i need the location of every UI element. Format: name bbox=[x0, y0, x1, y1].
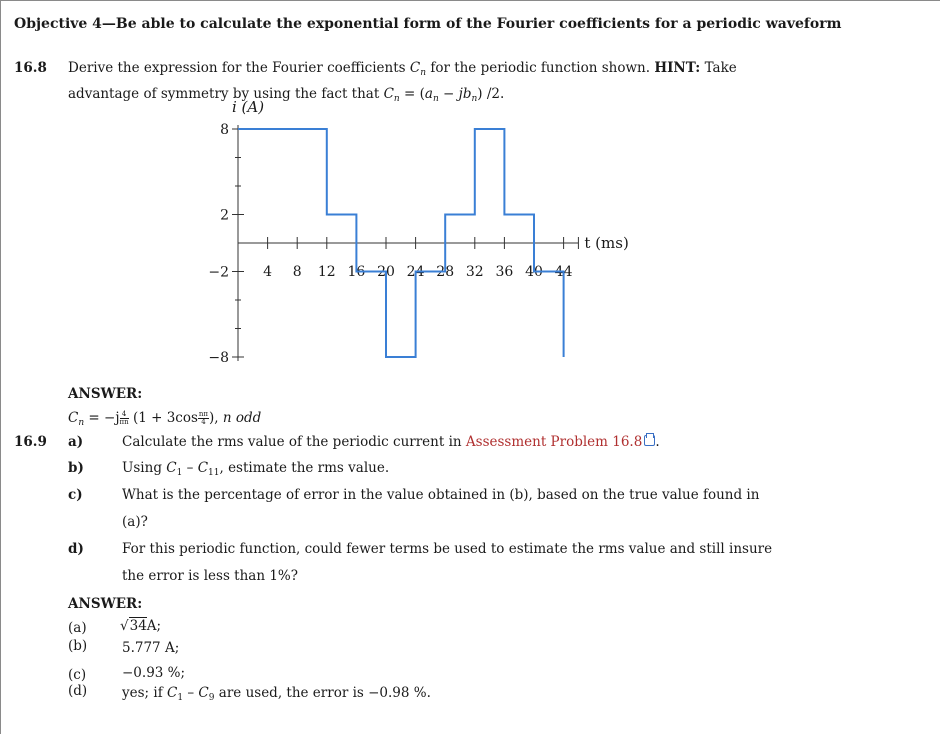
part-b-text bbox=[122, 460, 389, 478]
coef-symbol: C bbox=[197, 460, 209, 476]
fraction-den: πn bbox=[119, 418, 129, 426]
y-tick-label: −2 bbox=[208, 264, 229, 281]
a-symbol: a bbox=[424, 86, 433, 102]
part-d-label: d) bbox=[68, 541, 84, 557]
answer-16-8-formula bbox=[68, 410, 261, 428]
cos-fraction bbox=[198, 411, 209, 426]
part-c-text-2: (a)? bbox=[122, 514, 148, 530]
fraction-den: 4 bbox=[201, 418, 206, 426]
answer-a-label: (a) bbox=[68, 620, 87, 636]
text: n odd bbox=[218, 410, 262, 426]
y-tick-label: 8 bbox=[220, 122, 229, 138]
x-tick-label: 40 bbox=[525, 264, 543, 280]
text: Take bbox=[700, 60, 737, 76]
jb-subscript: n bbox=[471, 94, 478, 104]
sqrt-value: 34 bbox=[129, 618, 147, 634]
answer-c-label: (c) bbox=[68, 667, 87, 683]
coef-subscript: 9 bbox=[208, 693, 215, 703]
part-a-text bbox=[122, 434, 660, 450]
y-axis-label: i (A) bbox=[231, 98, 265, 116]
x-tick-label: 32 bbox=[465, 264, 484, 280]
text: (1 + 3cos bbox=[132, 410, 198, 426]
x-tick-label: 44 bbox=[554, 264, 573, 280]
text: Using bbox=[122, 460, 167, 476]
part-a-label: a) bbox=[68, 434, 84, 450]
problem-16-9-number: 16.9 bbox=[14, 434, 47, 450]
objective-heading: Objective 4—Be able to calculate the exponential form of the Fourier coefficients for a periodic waveform bbox=[14, 16, 842, 32]
x-axis-label: t (ms) bbox=[584, 234, 629, 252]
coef-subscript: 1 bbox=[177, 693, 184, 703]
a-subscript: n bbox=[432, 94, 439, 104]
coef-subscript: n bbox=[420, 68, 427, 78]
x-tick-label: 12 bbox=[317, 264, 336, 280]
coef-symbol: C bbox=[198, 685, 209, 701]
coef-symbol: C bbox=[383, 86, 394, 102]
text: are used, the error is −0.98 %. bbox=[214, 685, 431, 701]
answer-b-value: 5.777 A; bbox=[122, 640, 180, 656]
x-tick-label: 8 bbox=[292, 264, 302, 280]
text: . bbox=[655, 434, 660, 450]
assessment-link[interactable]: Assessment Problem 16.8 bbox=[465, 434, 643, 450]
text: ), bbox=[209, 410, 219, 426]
coef-symbol: C bbox=[409, 60, 421, 76]
x-tick-label: 4 bbox=[263, 264, 273, 280]
x-tick-label: 20 bbox=[377, 264, 395, 280]
text: for the periodic function shown. bbox=[426, 60, 655, 76]
part-c-label: c) bbox=[68, 487, 83, 503]
y-tick-label: −8 bbox=[208, 350, 229, 366]
sqrt-icon: √ bbox=[120, 618, 129, 634]
text: advantage of symmetry by using the fact that bbox=[68, 86, 384, 102]
text: = ( bbox=[404, 86, 425, 102]
answer-a-value bbox=[120, 618, 161, 634]
coef-symbol: C bbox=[68, 410, 79, 426]
y-tick-label: 2 bbox=[220, 207, 229, 224]
coef-subscript: n bbox=[393, 94, 400, 104]
answer-c-value: −0.93 %; bbox=[122, 665, 186, 681]
text: A; bbox=[146, 618, 162, 634]
text: = −j bbox=[84, 410, 120, 426]
coef-subscript: 1 bbox=[176, 468, 183, 478]
answer-d-value bbox=[122, 685, 431, 703]
coef-subscript: 11 bbox=[208, 468, 220, 478]
answer-d-label: (d) bbox=[68, 683, 88, 699]
answer-label-16-9: ANSWER: bbox=[68, 596, 143, 612]
x-tick-label: 16 bbox=[347, 264, 366, 280]
x-tick-label: 36 bbox=[495, 264, 514, 280]
problem-16-8-number: 16.8 bbox=[14, 60, 47, 76]
fraction-num: 4 bbox=[120, 411, 129, 419]
text: Calculate the rms value of the periodic current in bbox=[122, 434, 466, 450]
text: Derive the expression for the Fourier coefficients bbox=[68, 60, 410, 76]
answer-label-16-8: ANSWER: bbox=[68, 386, 143, 402]
external-link-icon[interactable] bbox=[644, 435, 655, 446]
jb-symbol: jb bbox=[458, 86, 472, 102]
text: – bbox=[183, 685, 199, 701]
hint-label: HINT: bbox=[654, 60, 701, 76]
coef-symbol: C bbox=[166, 460, 177, 476]
text: ) /2. bbox=[477, 86, 505, 102]
text: − bbox=[438, 86, 459, 102]
x-tick-label: 28 bbox=[436, 264, 455, 280]
fraction-num: nπ bbox=[198, 410, 209, 418]
text: , estimate the rms value. bbox=[219, 460, 390, 476]
text: yes; if bbox=[122, 685, 167, 701]
part-c-text-1: What is the percentage of error in the value obtained in (b), based on the true value found in bbox=[122, 487, 760, 503]
part-d-text-1: For this periodic function, could fewer terms be used to estimate the rms value and still insure bbox=[122, 541, 773, 557]
coef-symbol: C bbox=[167, 685, 178, 701]
part-d-text-2: the error is less than 1%? bbox=[122, 568, 298, 584]
fraction bbox=[120, 411, 129, 426]
x-tick-label: 24 bbox=[406, 264, 425, 280]
part-b-label: b) bbox=[68, 460, 84, 476]
coef-subscript: n bbox=[78, 418, 85, 428]
answer-b-label: (b) bbox=[68, 638, 88, 654]
text: – bbox=[182, 460, 198, 476]
